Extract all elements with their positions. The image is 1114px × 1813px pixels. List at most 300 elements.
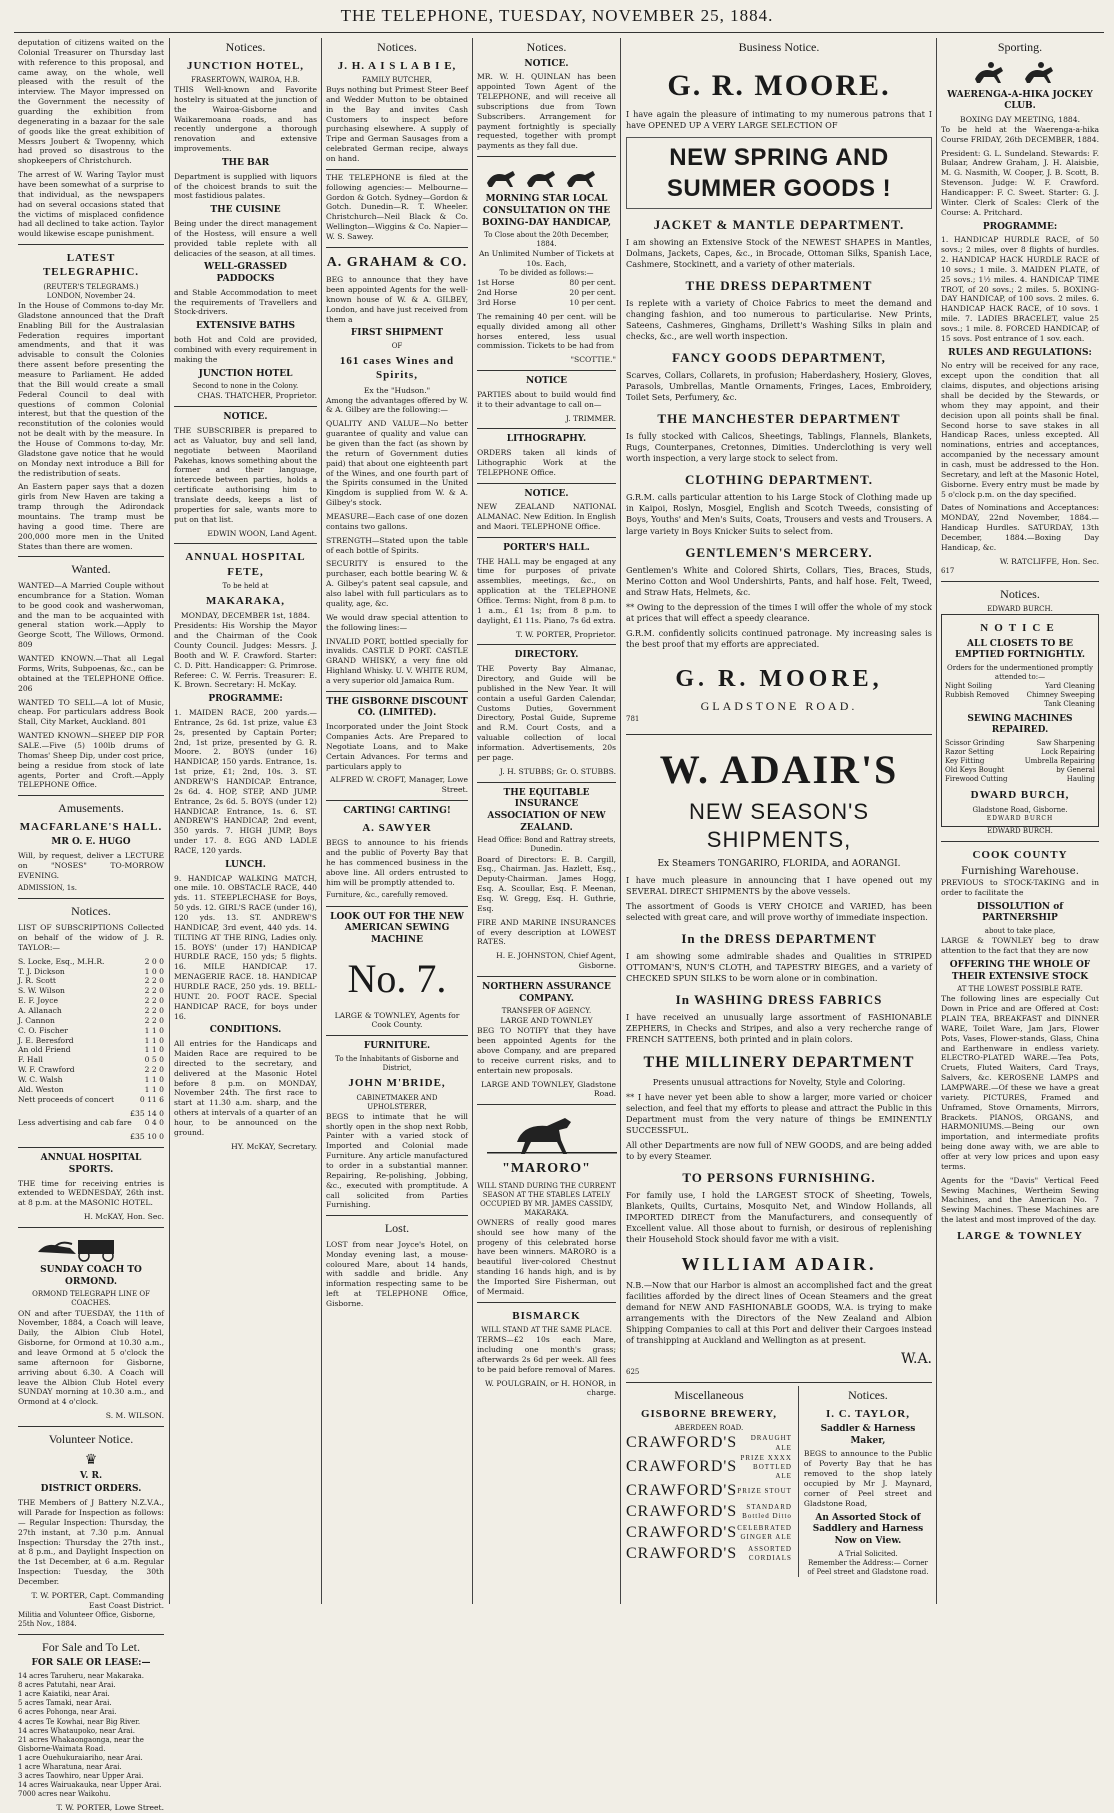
jacket-title: JACKET & MANTLE DEPARTMENT. <box>653 217 905 233</box>
subscription-row-label: F. Hall <box>18 1055 43 1065</box>
amusements-title: Amusements. <box>58 801 124 816</box>
burch-service-row-value: Saw Sharpening <box>1036 738 1095 747</box>
crawford-product: DRAUGHT ALE <box>750 1434 792 1452</box>
subscription-row-value: 1 1 0 <box>144 1084 164 1094</box>
notice2-body: PARTIES about to build would find it to their advantage to call on— <box>477 389 616 409</box>
telegraphic-title: LATEST TELEGRAPHIC. <box>42 252 140 279</box>
subscription-row-label: Ald. Weston <box>18 1084 64 1094</box>
telegraphic-dateline: LONDON, November 24. <box>46 291 136 300</box>
adair-initials: W.A. <box>901 1350 932 1367</box>
moore-ref: 781 <box>626 714 640 723</box>
column-divider <box>321 38 322 1604</box>
hospital-fete-title: ANNUAL HOSPITAL FETE, <box>185 551 306 578</box>
business-notice-title: Business Notice. <box>738 40 820 54</box>
crawford-brand: CRAWFORD'S <box>626 1503 738 1521</box>
prize-row <box>477 288 616 298</box>
burch-service-row-label: Firewood Cutting <box>945 775 1008 784</box>
consultation-tickets: An Unlimited Number of Tickets at 10s. Each, <box>478 249 615 269</box>
conditions-signature: HY. McKAY, Secretary. <box>231 1141 317 1151</box>
prize-row-label: 1st Horse <box>477 278 515 288</box>
subscription-row <box>18 1065 164 1075</box>
taylor-address: Remember the Address:— Corner of Peel street and Gladstone road. <box>807 1558 929 1576</box>
equitable-signature: H. E. JOHNSTON, Chief Agent, Gisborne. <box>496 951 616 971</box>
lithography-title: LITHOGRAPHY. <box>506 434 587 445</box>
conditions-title: CONDITIONS. <box>209 1025 282 1036</box>
subscription-row-label: An old Friend <box>18 1045 71 1055</box>
adair-steamers: Ex Steamers TONGARIRO, FLORIDA, and AORANGI. <box>657 859 901 869</box>
adair-other: All other Departments are now full of NEW GOODS, and are being added to by every Steamer. <box>626 1139 932 1161</box>
vr-monogram: V. R. <box>79 1470 103 1481</box>
mbride-sub: CABINETMAKER AND UPHOLSTERER, <box>356 1093 438 1111</box>
sawyer-title: A. SAWYER <box>362 821 432 834</box>
subscription-row <box>18 1016 164 1026</box>
manchester-body: Is fully stocked with Calicos, Sheetings, Tablings, Flannels, Blankets, Rugs, Counterpanes, Cretonnes, Dimities. Underclothing is very well worth inspection, a very large stock to select from. <box>626 431 932 464</box>
subscription-row-value: 2 2 0 <box>144 1015 164 1025</box>
adair-furnish-title: TO PERSONS FURNISHING. <box>682 1169 876 1185</box>
machine-number: No. 7. <box>347 955 447 1001</box>
cuisine-title: THE CUISINE <box>210 205 281 216</box>
subscription-row-label: C. O. Fischer <box>18 1025 68 1035</box>
coach-title: SUNDAY COACH TO ORMOND. <box>40 1264 142 1287</box>
notices-title: Notices. <box>1000 586 1040 601</box>
discount-signature: ALFRED W. CROFT, Manager, Lowe Street. <box>330 775 468 795</box>
nomination-dates: Dates of Nominations and Acceptances: MONDAY, 22nd November, 1884.—Handicap Hurdles. SATURDAY, 13th December, 1884.—Boxing Day Handicap, &c. <box>941 503 1099 552</box>
masthead-rule <box>14 32 1104 33</box>
porters-hall-signature: T. W. PORTER, Proprietor. <box>516 629 616 639</box>
paddocks-body: and Stable Accommodation to meet the requirements of Travellers and Stock-drivers. <box>174 287 317 317</box>
graham-advantages: Among the advantages offered by W. & A. Gilbey are the following:— <box>326 395 468 415</box>
directory-body: THE Poverty Bay Almanac, Directory, and Guide will be published in the New Year. It will contain a useful Garden Calendar, Customs Duties, Government Directory, Postal Guide, Supreme and R.M. Court Costs, and a valuable collection of local information. Advertisements, 20s per page. <box>477 664 616 762</box>
less-value: 0 4 0 <box>144 1118 164 1128</box>
graham-measure: MEASURE—Each case of one dozen contains two gallons. <box>326 512 468 531</box>
maroro-body: OWNERS of really good mares should see how many of the progeny of this celebrated horse have been winners. MARORO is a beautiful liver-colored Chestnut standing 16 hands high, and is by the Imported Sire Fisherman, out of Mermaid. <box>477 1217 616 1296</box>
taylor-stock: An Assorted Stock of Saddlery and Harness Now on View. <box>812 1512 924 1546</box>
telegraphic-body-2: An Eastern paper says that a dozen girls from New Haven are taking a tramp through the Adirondack mountains. The tramp must be having a good time. There are 200,000 more men in the United States than there are women. <box>18 482 164 551</box>
adair-washing-body: I have received an unusually large assortment of FASHIONABLE ZEPHERS, in Checks and Stripes, and also a very recherche range of FRENCH SATTEENS, both printed and in plain colors. <box>626 1011 932 1045</box>
cook-items: The following lines are especially Cut Down in Price and are Offered at Cost: PLAIN TEA, BREAKFAST and DINNER WARE, Toilet Ware, Jam Jars, Flower Pots, Vases, Flower-stands, Glass, China and Earthenware in endless variety. ELECTRO-PLATED WARE.—Tea Pots, Cruets, Fluted Waiters, Card Trays, Salvers, &c. KEROSENE LAMPS and LAMPWARE.—Of these we have a great variety. PICTURES, Framed and Unframed, Stove Ornaments, Mirrors, Brackets. PIANOS, ORGANS, and HARMONIUMS.—Being our own importation, and intermediate profits being done away with, we are able to offer at very low prices and upon easy terms. <box>941 994 1099 1171</box>
column-1 <box>18 38 164 1813</box>
cook-offering: OFFERING THE WHOLE OF THEIR EXTENSIVE STOCK <box>949 959 1091 982</box>
adair-millinery-body: Presents unusual attractions for Novelty, Style and Coloring. <box>652 1076 906 1087</box>
lost-title: Lost. <box>384 1221 410 1236</box>
column-business <box>626 38 932 1606</box>
subscription-row <box>18 1085 164 1095</box>
baths-title: EXTENSIVE BATHS <box>195 321 296 332</box>
graham-body: BEG to announce that they have been appointed Agents for the well-known house of W. & A. GILBEY, London, and have just received from them a <box>326 275 468 324</box>
conditions-body: All entries for the Handicaps and Maiden Race are required to be directed to the secretary, and delivered at the Masonic Hotel before 8 p.m. on MONDAY, November 24th. The first race to start at 11.30 a.m. sharp, and the others at intervals of a quarter of an hour, to be announced on the ground. <box>174 1039 317 1137</box>
programme-title: PROGRAMME: <box>208 694 283 705</box>
subscription-row <box>18 986 164 996</box>
junction-hotel-title: JUNCTION HOTEL, <box>186 59 305 72</box>
bismarck-sub: WILL STAND AT THE SAME PLACE. <box>481 1326 612 1335</box>
subscription-row-label: S. W. Wilson <box>18 986 65 996</box>
manchester-title: THE MANCHESTER DEPARTMENT <box>657 411 901 427</box>
wanted-ad: WANTED TO SELL—A lot of Music, cheap. For particulars address Book Stall, City Market, Auckland. 801 <box>18 697 164 727</box>
column-divider <box>936 38 937 1604</box>
subscription-row-label: J. Cannon <box>18 1015 55 1025</box>
lookout-signature: LARGE & TOWNLEY, Agents for Cook County. <box>334 1010 460 1030</box>
sale-signature: T. W. PORTER, Lowe Street. <box>56 1803 164 1813</box>
meeting-programme-title: PROGRAMME: <box>982 221 1058 232</box>
crawford-brand: CRAWFORD'S <box>626 1458 738 1476</box>
adair-assortment: The assortment of Goods is VERY CHOICE and VARIED, has been selected with great care, and will prove worthy of immediate inspection. <box>626 900 932 922</box>
hall-name: MACFARLANE'S HALL. <box>19 820 163 833</box>
crawford-row <box>626 1544 792 1565</box>
directory-signature: J. H. STUBBS; Gr. O. STUBBS. <box>499 766 616 776</box>
burch-service-row <box>945 748 1095 757</box>
bismarck-signature: W. POULGRAIN, or H. HONOR, in charge. <box>485 1378 616 1398</box>
lookout-title: LOOK OUT FOR THE NEW AMERICAN SEWING MACHINE <box>330 911 464 945</box>
equitable-board: Board of Directors: E. B. Cargill, Esq., Chairman. Jas. Hazlett, Esq., Deputy-Chairman. James Hogg, Esq. A. Scoullar, Esq. F. Meenan, Esq. W. Gregg, Esq. H. Guthrie, Esq. <box>477 854 616 913</box>
notices-title: Notices. <box>526 40 567 54</box>
burch-service-row-label: Key Fitting <box>945 757 985 766</box>
subscription-row-label: J. R. Scott <box>18 976 56 986</box>
sawyer-foot: Furniture, &c., carefully removed. <box>326 891 449 900</box>
subscription-row-label: J. E. Beresford <box>18 1035 74 1045</box>
moore-banner: NEW SPRING AND SUMMER GOODS ! <box>626 137 932 209</box>
crawford-product: PRIZE XXXX BOTTLED ALE <box>740 1453 792 1481</box>
brewery-place: ABERDEEN ROAD. <box>674 1424 744 1433</box>
transfer-firm: LARGE AND TOWNLEY <box>500 1016 593 1026</box>
equitable-title: THE EQUITABLE INSURANCE ASSOCIATION OF NEW ZEALAND. <box>487 787 606 833</box>
article-intro-2: The arrest of W. Waring Taylor must have been somewhat of a surprise to that individual, as the newspapers had on several occasions stated that the victims of misplaced confidence had all declined to take action. Taylor would likewise escape punishment. <box>18 170 164 239</box>
graham-lines: INVALID PORT, bottled specially for invalids. CASTLE D PORT. CASTLE GRAND WHISKY, a very fine old Highland Whisky. U. V. WHITE RUM, a very superior old Jamaica Rum. <box>326 636 468 685</box>
rules-title: RULES AND REGULATIONS: <box>948 347 1092 358</box>
taylor-name: I. C. TAYLOR, <box>825 1407 910 1420</box>
subscription-row-value: 2 2 0 <box>144 996 164 1006</box>
crawford-product: ASSORTED CORDIALS <box>748 1544 792 1563</box>
discount-title: THE GISBORNE DISCOUNT CO. (LIMITED). <box>326 696 468 719</box>
subscription-row <box>18 1095 164 1105</box>
graham-first: FIRST SHIPMENT <box>350 328 444 339</box>
subscription-row-label: W. F. Crawford <box>18 1065 75 1075</box>
subscription-row <box>18 996 164 1006</box>
carting-title: CARTING! CARTING! <box>343 806 451 817</box>
subscription-row <box>18 1075 164 1085</box>
maroro-title: "MARORO" <box>502 1161 591 1177</box>
prize-row-value: 20 per cent. <box>569 288 616 298</box>
burch-notice: NOTICE <box>980 622 1060 635</box>
consultation-title: MORNING STAR LOCAL CONSULTATION ON THE BOXING-DAY HANDICAP, <box>482 194 611 228</box>
sports-title: ANNUAL HOSPITAL SPORTS. <box>40 1153 142 1175</box>
subscriptions-heading: LIST OF SUBSCRIPTIONS Collected on behalf of the widow of J. R. TAYLOR:— <box>18 923 164 952</box>
masthead: THE TELEPHONE, TUESDAY, NOVEMBER 25, 1884. <box>340 6 774 25</box>
graham-ex: Ex the "Hudson." <box>363 385 431 395</box>
consultation-close: To Close about the 20th December, 1884. <box>484 231 609 249</box>
consultation-divided: To be divided as follows:— <box>499 269 594 278</box>
subscription-row-value: 0 5 0 <box>144 1055 164 1065</box>
adair-headline: NEW SEASON'S SHIPMENTS, <box>688 798 869 853</box>
volunteer-body: THE Members of J Battery N.Z.V.A., will Parade for Inspection as follows:— Regular Inspection: Thursday, the 27th instant, at 7.30 p.m. Annual Inspection: Thursday the 27th inst., at 8 p.m., and Daylight Inspection on the 1st December, at 6 a.m. Regular Inspection: Tuesday, the 30th December. <box>18 1498 164 1586</box>
miscellaneous-title: Miscellaneous <box>674 1388 744 1403</box>
butcher-sub: FAMILY BUTCHER, <box>361 75 433 84</box>
adair-furnish-body: For family use, I hold the LARGEST STOCK of Sheeting, Towels, Blankets, Quilts, Curtains, Mosquito Net, and Window Hollands, all IMPORTED DIRECT from the Manufacturers, and consequently of Excellent value. All those about to furnish, or desirous of replenishing their Household Stock should favor me with a visit. <box>626 1189 932 1245</box>
burch-service-row-value: Umbrella Repairing <box>1024 757 1095 766</box>
telephone-agencies: THE TELEPHONE is filed at the following agencies:— Melbourne—Gordon & Gotch. Sydney—Gordon & Gotch. Dunedin—R. T. Wheeler. Christchurch—Neil Black & Co. Wellington—Wiggins & Co. Napier—W. S. Sawey. <box>326 172 468 242</box>
subscription-row <box>18 957 164 967</box>
meeting-officials: President: G. L. Sundeland. Stewards: F. Bulaar, Andrew Graham, J. H. Alaisbie, M. G. Nasmith, W. Cooper, J. B. Scott, B. Stevenson. Judge: W. F. Crawford. Handicapper: F. C. Sweet. Starter: G. J. Winter. Clerk of Scales: Clerk of the Course: A. Pritchard. <box>941 148 1099 217</box>
subscription-row <box>18 967 164 977</box>
subscription-row-value: 0 11 6 <box>139 1094 164 1104</box>
butcher-title: J. H. A I S L A B I E, <box>337 59 457 72</box>
taylor-trade: Saddler & Harness Maker, <box>820 1424 916 1446</box>
mercery-title: GENTLEMEN'S MERCERY. <box>685 544 873 560</box>
crawford-row <box>626 1433 792 1454</box>
dress-body: Is replete with a variety of Choice Fabrics to meet the demand and changing fashion, and too numerous to particularise. New Prints, Sateens, Cashmeres, Ginghams, Drillett's Washing Silks in plain and checks, &c., are well worth inspection. <box>626 298 932 342</box>
jockey-illustration <box>945 59 1095 87</box>
article-intro: deputation of citizens waited on the Colonial Treasurer on Thursday last with reference to this proposal, and came away, on the whole, well pleased with the result of the interview. The Mayor impressed on the Government the necessity of guarding the exhibition from degenerating in a bazaar for the sale of goods like the great exhibition of Messrs Joubert & Twopenny, which had proved so disastrous to the shopkeepers of Christchurch. <box>18 38 164 166</box>
burch-service-row-value: Hauling <box>1066 775 1095 784</box>
crawford-product: STANDARD Bottled Ditto <box>742 1503 792 1521</box>
moore-name: G. R. MOORE. <box>667 68 891 102</box>
adair-never: ** I have never yet been able to show a larger, more varied or choicer selection, and feel that my efforts to please and attract the Public in this Department must from the very nature of things be EMINENTLY SUCCESSFUL. <box>626 1091 932 1135</box>
sale-item: 1 acre Wharatuna, near Arai. <box>18 1762 122 1771</box>
race-horses-illustration <box>477 163 627 191</box>
sports-body: THE time for receiving entries is extended to WEDNESDAY, 26th inst. at 8 p.m. at the MASONIC HOTEL. <box>18 1178 164 1208</box>
notice-title: NOTICE. <box>524 58 569 69</box>
junction-second: Second to none in the Colony. <box>192 382 299 391</box>
wanted-ad: WANTED KNOWN—SHEEP DIP FOR SALE.—Five (5) 100lb drums of Thomas' Sheep Dip, under cost price, being a residue from stock of late agents, Porter and Croft.—Apply TELEPHONE Office. <box>18 731 164 790</box>
porters-hall-title: PORTER'S HALL. <box>503 542 590 553</box>
crawford-product: CELEBRATED GINGER ALE <box>737 1524 792 1542</box>
sale-list <box>18 1672 164 1799</box>
cuisine-body: Being under the direct management of the Hostess, will ensure a well provided table replete with all delicacies of the season, at all times. <box>174 218 317 258</box>
coach-illustration <box>18 1234 168 1262</box>
butcher-body: Buys nothing but Primest Steer Beef and Wedder Mutton to be obtained in the Bay and invites Cash Customers to inspect before purchasing elsewhere. A supply of Tripe and German Sausages from a celebrated German recipe, always on hand. <box>326 84 468 163</box>
cook-offer: LARGE & TOWNLEY beg to draw attention to the fact that they are now <box>941 936 1099 955</box>
subscription-row-value: 1 0 0 <box>144 966 164 976</box>
taylor-body: BEGS to announce to the Public of Poverty Bay that he has removed to the shop lately occupied by Mr J. Maynard, corner of Peel street and Gladstone Road, <box>803 1449 932 1508</box>
volunteer-date: Militia and Volunteer Office, Gisborne, 25th Nov., 1884. <box>18 1610 156 1628</box>
graham-of: OF <box>391 342 403 351</box>
directory-title: DIRECTORY. <box>514 650 579 661</box>
sale-item: 4 acres Te Kowhai, near Big River. <box>18 1717 141 1726</box>
sale-item: 1 acre Ouehukuraiariho, near Arai. <box>18 1753 143 1762</box>
junction-hotel-repeat: JUNCTION HOTEL <box>198 368 293 379</box>
graham-strength: STRENGTH—Stated upon the table of each bottle of Spirits. <box>326 535 468 555</box>
hospital-date: MONDAY, DECEMBER 1st, 1884. <box>180 611 311 621</box>
notice-signature: EDWIN WOON, Land Agent. <box>207 528 317 538</box>
equitable-body: FIRE AND MARINE INSURANCES of every description at LOWEST RATES. <box>477 917 616 947</box>
notices-title: Notices. <box>225 40 266 54</box>
rules-body: No entry will be received for any race, except upon the condition that all claims, disputes, and objections arising shall be decided by the Stewards, or whom they may appoint, and their decision upon all points shall be final. Second horse to save stakes in all Handicap Races, unless excepted. All nominations, entries and acceptances, accompanied by the necessary amount in cash, must be addressed to the Hon. Secretary, and left at the Masonic Hotel, Gisborne. Every entry must be made by 5 o'clock p.m. on the day specified. <box>941 361 1099 499</box>
burch-closets: ALL CLOSETS TO BE EMPTIED FORTNIGHTLY. <box>954 638 1086 661</box>
column-divider <box>620 38 621 1604</box>
mbride-body: BEGS to intimate that he will shortly open in the shop next Robb, Painter with a varied stock of Imported and Colonial made Furniture. Any article manufactured to order in a substantial manner. Repairing, Re-polishing, Jobbing, &c., executed with promptitude. A call solicited from Parties Furnishing. <box>326 1111 468 1210</box>
taylor-ad <box>798 1386 932 1577</box>
adair-millinery-title: THE MILLINERY DEPARTMENT <box>643 1054 915 1072</box>
transfer-signature: LARGE AND TOWNLEY, Gladstone Road. <box>481 1079 616 1099</box>
subscription-row-label: Nett proceeds of concert <box>18 1094 115 1104</box>
paddocks-title: WELL-GRASSED PADDOCKS <box>204 262 287 285</box>
meeting-held: To be held at the Waerenga-a-hika Course FRIDAY, 26th DECEMBER, 1884. <box>941 124 1100 144</box>
prize-row <box>477 278 616 288</box>
cook-county-sub: Furnishing Warehouse. <box>961 865 1079 877</box>
crawford-row <box>626 1454 792 1481</box>
meeting-programme: 1. HANDICAP HURDLE RACE, of 50 sovs.; 2 miles, over 8 flights of hurdles. 2. HANDICAP HACK HURDLE RACE of 10 sovs.; 1 mile. 3. MAIDEN PLATE, of 25 sovs.; 1½ miles. 4. HANDICAP TIME TROT, of 20 sovs.; 2 miles. 5. BOXING-DAY HANDICAP, of 100 sovs. 2 miles. 6. HANDICAP HACK RACE, of 10 sovs. 1 mile. 7. LADIES BRACELET, value 25 sovs.; 1 mile. 8. FORCED HANDICAP, of 15 sovs. Post entrance of 1 sov. each. <box>941 235 1099 343</box>
cook-signature: LARGE & TOWNLEY <box>957 1230 1083 1243</box>
crawford-row <box>626 1523 792 1544</box>
jacket-body: I am showing an Extensive Stock of the NEWEST SHAPES in Mantles, Dolmans, Jackets, Capes, &c., in Brocade, Ottoman Silks, Spanish Lace, Cashmere, Stockinett, and a variety of other materials. <box>626 236 932 270</box>
prize-row-label: 2nd Horse <box>477 288 518 298</box>
graham-attention: We would draw special attention to the following lines:— <box>326 612 468 632</box>
adair-nb: N.B.—Now that our Harbor is almost an accomplished fact and the great facilities afforded by the direct lines of Ocean Steamers and the great demand for NEW AND FASHIONABLE GOODS, W.A. is trying to make arrangements with the Directors of the New Zealand and Albion Shipping Companies to call at this Port and deliver their Cargoes instead of transhipping at Auckland and Wellington as at present. <box>626 1279 932 1345</box>
subscriptions-list <box>18 957 164 1105</box>
sale-item: 1 acre Kaiatiki, near Arai. <box>18 1690 110 1699</box>
northern-title: NORTHERN ASSURANCE COMPANY. <box>482 981 611 1004</box>
wanted-ad: WANTED—A Married Couple without encumbrance for a Station. Woman to be good cook and washerwoman, and the man to be acquainted with general station work.—Apply to George Scott, The Willows, Ormond. 809 <box>18 581 164 650</box>
volunteer-title: Volunteer Notice. <box>48 1431 134 1446</box>
prize-row-label: 3rd Horse <box>477 297 516 307</box>
graham-title: A. GRAHAM & CO. <box>326 254 468 270</box>
club-title: WAERENGA-A-HIKA JOCKEY CLUB. <box>947 89 1093 112</box>
burch-service-row-label: Old Keys Bought <box>945 766 1005 775</box>
sawyer-body: BEGS to announce to his friends and the public of Poverty Bay that he has commenced business in the above line. All orders entrusted to him will be promptly attended to. <box>326 838 468 887</box>
lost-body: LOST from near Joyce's Hotel, on Monday evening last, a mouse-coloured Mare, about 14 hands, with saddle and bridle. Any information respecting same to be left at TELEPHONE Office, Gisborne. <box>326 1239 468 1309</box>
graham-security: SECURITY is ensured to the purchaser, each bottle bearing W. & A. Gilbey's patent seal capsule, and also label with full particulars as to quality, age, &c. <box>326 559 468 608</box>
cook-county-title: COOK COUNTY <box>972 848 1068 861</box>
junction-body: THIS Well-known and Favorite hostelry is situated at the junction of the Wairoa-Gisborne and Waikaremoana roads, and has recently undergone a thorough renovation and extensive improvements. <box>174 84 317 154</box>
column-3 <box>326 38 468 1606</box>
burch-service-row-label: Razor Setting <box>945 747 994 756</box>
burch-services <box>945 682 1095 709</box>
moore-solicit: G.R.M. confidently solicits continued patronage. My increasing sales is the best proof that my efforts are appreciated. <box>626 627 932 649</box>
cook-about: about to take place, <box>984 927 1056 936</box>
burch-top: EDWARD BURCH. <box>987 605 1053 614</box>
clothing-title: CLOTHING DEPARTMENT. <box>684 472 874 488</box>
column-4 <box>477 38 616 1606</box>
volunteer-signature: T. W. PORTER, Capt. Commanding East Coast District. <box>31 1590 164 1610</box>
sale-item: 14 acres Whataupoko, near Arai. <box>18 1726 135 1735</box>
crawford-brand: CRAWFORD'S <box>626 1523 738 1541</box>
cook-dissolution: DISSOLUTION of PARTNERSHIP <box>976 901 1064 924</box>
sale-item: 6 acres Pohonga, near Arai. <box>18 1708 117 1717</box>
programme-body-2: 9. HANDICAP WALKING MATCH, one mile. 10. OBSTACLE RACE, 440 yds. 11. STEEPLECHASE for Boys, 50 yds. 12. GIRL'S RACE (under 16), 120 yds. 13. ST. ANDREW'S HANDICAP, 3rd event, 440 yds. 14. TILTING AT THE RING, Ladies only. 15. BOYS' (under 17) HANDICAP HURDLE RACE, 150 yds; 5 flights. 16. MILE HANDICAP. 17. MENAGERIE RACE. 18. HANDICAP HURDLE RACE, 250 yds. 19. BELL-HUNT. 20. FOOT RACE. Special HANDICAP RACE, for boys under 16. <box>174 873 317 1021</box>
adair-dress-body: I am showing some admirable shades and Qualities in STRIPED OTTOMAN'S, NUN'S CLOTH, and TAPESTRY BIEGES, and a variety of CHECKED SPUN SILKS to be worn alone or in combination. <box>626 950 932 983</box>
porters-hall-body: THE HALL may be engaged at any time for purposes of private assemblies, meetings, &c., on application at the TELEPHONE Office. Terms: Night, from 8 p.m. to 1 a.m., £1 1s; from 8 p.m. to daylight, £1 11s. Piano, 7s 6d extra. <box>477 556 616 625</box>
consultation-body: The remaining 40 per cent. will be equally divided among all other horses entered, less usual commission. Tickets to be had from <box>477 311 616 351</box>
sale-item: 14 acres Taruheru, near Makaraka. <box>18 1672 144 1681</box>
coach-subtitle: ORMOND TELEGRAPH LINE OF COACHES. <box>32 1290 150 1308</box>
bismarck-title: BISMARCK <box>512 1309 581 1322</box>
furniture-to: To the Inhabitants of Gisborne and District, <box>335 1055 459 1073</box>
burch-service-row-value: Yard Cleaning <box>1045 682 1095 691</box>
subscriptions-total: £35 14 0 <box>130 1108 164 1118</box>
sporting-title: Sporting. <box>997 40 1043 54</box>
adair-name: W. ADAIR'S <box>659 746 899 792</box>
subscription-row-label: E. F. Joyce <box>18 996 58 1006</box>
burch-service-row-value: Lock Repairing <box>1040 747 1095 756</box>
graham-cases: 161 cases Wines and Spirits, <box>339 355 455 382</box>
hospital-sub: To be held at <box>222 581 269 590</box>
almanac-body: NEW ZEALAND NATIONAL ALMANAC. New Edition. In English and Maori. TELEPHONE Office. <box>477 502 616 532</box>
lecture-body: Will, by request, deliver a LECTURE on "NOSES" TO-MORROW EVENING. <box>18 850 164 880</box>
bismarck-body: TERMS—£2 10s each Mare, including one month's grass; afterwards 2s 6d per week. All fees to be paid before removal of Mares. <box>477 1335 616 1374</box>
prize-row <box>477 298 616 308</box>
sale-title: For Sale and To Let. <box>42 1639 140 1654</box>
wanted-ad: WANTED KNOWN.—That all Legal Forms, Writs, Subpoenas, &c., can be obtained at the TELEPHONE Office. 206 <box>18 654 164 693</box>
crawford-brand: CRAWFORD'S <box>626 1544 738 1562</box>
burch-box <box>941 614 1099 826</box>
adair-washing-title: In WASHING DRESS FABRICS <box>675 992 883 1008</box>
district-orders: DISTRICT ORDERS. <box>40 1484 142 1495</box>
subscription-row-label: A. Allanach <box>18 1005 62 1015</box>
crawford-row <box>626 1481 792 1502</box>
notices-title: Notices. <box>71 904 111 919</box>
admission: ADMISSION, 1s. <box>18 884 77 893</box>
burch-service-row-label: Scissor Grinding <box>945 738 1005 747</box>
subscription-row-label: W. C. Walsh <box>18 1074 63 1084</box>
baths-body: both Hot and Cold are provided, combined with every requirement in making the <box>174 335 317 364</box>
cook-agents: Agents for the "Davis" Vertical Feed Sewing Machines, Wertheim Sewing Machines, and the American No. 7 Sewing Machines. These Machines are the latest and most improved of the day. <box>941 1175 1099 1225</box>
hospital-place: MAKARAKA, <box>206 595 285 608</box>
stallion-illustration <box>477 1112 627 1156</box>
equitable-office: Head Office: Bond and Rattray streets, Dunedin. <box>477 836 616 854</box>
burch-service-row-value: Chimney Sweeping <box>1026 691 1095 700</box>
subscription-row-value: 1 1 0 <box>144 1035 164 1045</box>
taylor-trial: A Trial Solicited. <box>838 1549 898 1558</box>
subscription-row-label: T. J. Dickson <box>18 966 65 976</box>
subscription-row <box>18 1055 164 1065</box>
subscription-row <box>18 1026 164 1036</box>
adair-dress-title: In the DRESS DEPARTMENT <box>681 930 877 946</box>
junction-signature: CHAS. THATCHER, Proprietor. <box>197 391 317 401</box>
notices-title: Notices. <box>848 1388 888 1403</box>
discount-body: Incorporated under the Joint Stock Companies Acts. Are Prepared to Negotiate Loans, and to Make Certain Advances. For terms and particulars apply to <box>326 722 468 771</box>
crawford-product: PRIZE STOUT <box>737 1487 792 1496</box>
prize-list <box>477 278 616 308</box>
coach-signature: S. M. WILSON. <box>105 1411 164 1421</box>
subscription-row <box>18 1036 164 1046</box>
moore-footer-name: G. R. MOORE, <box>675 665 883 692</box>
column-2 <box>174 38 317 1606</box>
graham-quality: QUALITY AND VALUE—No better guarantee of quality and value can be given than the fact (as shown by the return of Government duties paid) that about one eighteenth part of the Wines, and one fourth part of the Spirits consumed in the United Kingdom is supplied from W. & A. Gilbey's stock. <box>326 419 468 508</box>
brewery-ad <box>626 1386 792 1577</box>
lithography-body: ORDERS taken all kinds of Lithographic Work at the TELEPHONE Office. <box>477 448 616 477</box>
programme-body: 1. MAIDEN RACE, 200 yards.—Entrance, 2s 6d. 1st prize, value £3 2s, presented by Captain Porter; 2nd, 1st prize, presented by G. R. Moore. 2. BOYS (under 16) HANDICAP, 150 yards. Entrance, 1s. 1st prize, £1; 2nd, 10s. 3. ST. ANDREW'S HANDICAP. Entrance, 2s 6d. 4. HOP, STEP, AND JUMP. Entrance, 2s 6d. 5. BOYS (under 12) HANDICAP. Entrance, 1s. 6. ST. ANDREW'S HANDICAP, 2nd event, 350 yards. 7. HIGH JUMP, Boys under 17. 8. EGG AND LADLE RACE, 120 yards. <box>174 707 317 855</box>
subscription-row-value: 1 1 0 <box>144 1025 164 1035</box>
column-divider <box>169 38 170 1604</box>
burch-service-row-value: by General <box>1056 766 1095 775</box>
adair-ref: 625 <box>626 1368 640 1377</box>
sports-signature: H. McKAY, Hon. Sec. <box>83 1212 164 1222</box>
subscription-row-value: 1 1 0 <box>144 1045 164 1055</box>
subscription-row <box>18 976 164 986</box>
notice3-title: NOTICE. <box>524 488 569 499</box>
coach-body: ON and after TUESDAY, the 11th of November, 1884, a Coach will leave, Daily, the Albion Club Hotel, Gisborne, for Ormond at 10.30 a.m., and leave Ormond at 5 o'clock the same afternoon for Gisborne, arriving about 6.30. A Coach will leave the Albion Club Hotel every SUNDAY morning at 10.30 a.m., and Ormond at 4 o'clock. <box>18 1308 164 1407</box>
dress-title: THE DRESS DEPARTMENT <box>685 278 873 294</box>
notice-title: NOTICE. <box>223 412 268 423</box>
notice2-signature: J. TRIMMER. <box>565 413 616 423</box>
mbride-title: JOHN M'BRIDE, <box>348 1077 446 1090</box>
lunch-title: LUNCH. <box>225 859 266 870</box>
burch-address: Gladstone Road, Gisborne. <box>972 805 1068 814</box>
burch-bottom: EDWARD BURCH. <box>987 826 1053 835</box>
moore-depression: ** Owing to the depression of the times I will offer the whole of my stock at prices that will effect a speedy clearance. <box>626 601 932 623</box>
telegraphic-source: (REUTER'S TELEGRAMS.) <box>43 282 139 291</box>
subscription-row-value: 2 2 0 <box>144 1065 164 1075</box>
burch-service-row <box>945 766 1095 775</box>
sewing-title: SEWING MACHINES REPAIRED. <box>967 713 1073 736</box>
clothing-body: G.R.M. calls particular attention to his Large Stock of Clothing made up in Kaipoi, Roslyn, Mosgiel, English and Scotch Tweeds, consisting of Boys, Youths' and Men's Suits, Coats, Trousers and vests and Trousers. A large variety in Boys Knicker Suits to select from. <box>626 492 932 536</box>
bar-title: THE BAR <box>221 158 270 168</box>
cook-intro: PREVIOUS to STOCK-TAKING and in order to facilitate the <box>941 877 1099 897</box>
burch-orders: Orders for the undermentioned promptly attended to:— <box>946 664 1093 682</box>
column-right <box>941 38 1099 1606</box>
burch-service-row <box>945 691 1095 700</box>
maroro-sub: WILL STAND DURING THE CURRENT SEASON AT THE STABLES LATELY OCCUPIED BY MR. JAMES CASSIDY, MAKARAKA. <box>477 1181 616 1217</box>
adair-intro: I have much pleasure in announcing that I have opened out my SEVERAL DIRECT SHIPMENTS by the above vessels. <box>626 874 932 896</box>
